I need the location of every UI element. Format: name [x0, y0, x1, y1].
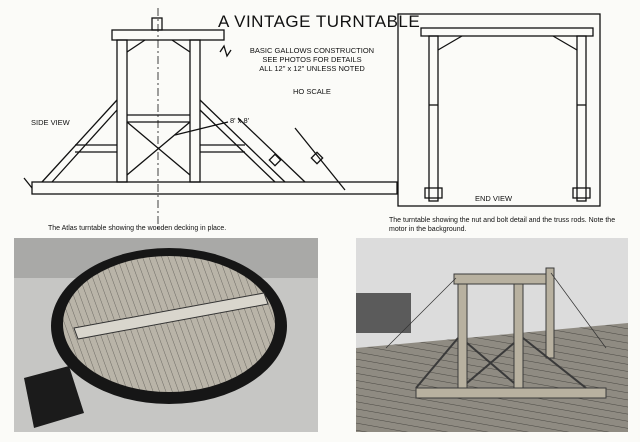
end-view-label: END VIEW	[475, 194, 513, 203]
side-view-label: SIDE VIEW	[31, 118, 70, 127]
scale-label: HO SCALE	[293, 87, 331, 96]
note-line: BASIC GALLOWS CONSTRUCTION	[249, 46, 375, 55]
note-line: ALL 12" x 12" UNLESS NOTED	[259, 64, 365, 73]
note-line: SEE PHOTOS FOR DETAILS	[262, 55, 362, 64]
turntable-photo	[14, 238, 318, 432]
caption-right: The turntable showing the nut and bolt detail and the truss rods. Note the motor in the background.	[389, 217, 616, 233]
dimension-label: 8' x 8'	[230, 116, 250, 125]
construction-notes	[232, 46, 392, 73]
caption-left: The Atlas turntable showing the wooden decking in place.	[48, 225, 227, 232]
gallows-photo	[356, 238, 628, 432]
page-title: A VINTAGE TURNTABLE	[218, 12, 421, 31]
